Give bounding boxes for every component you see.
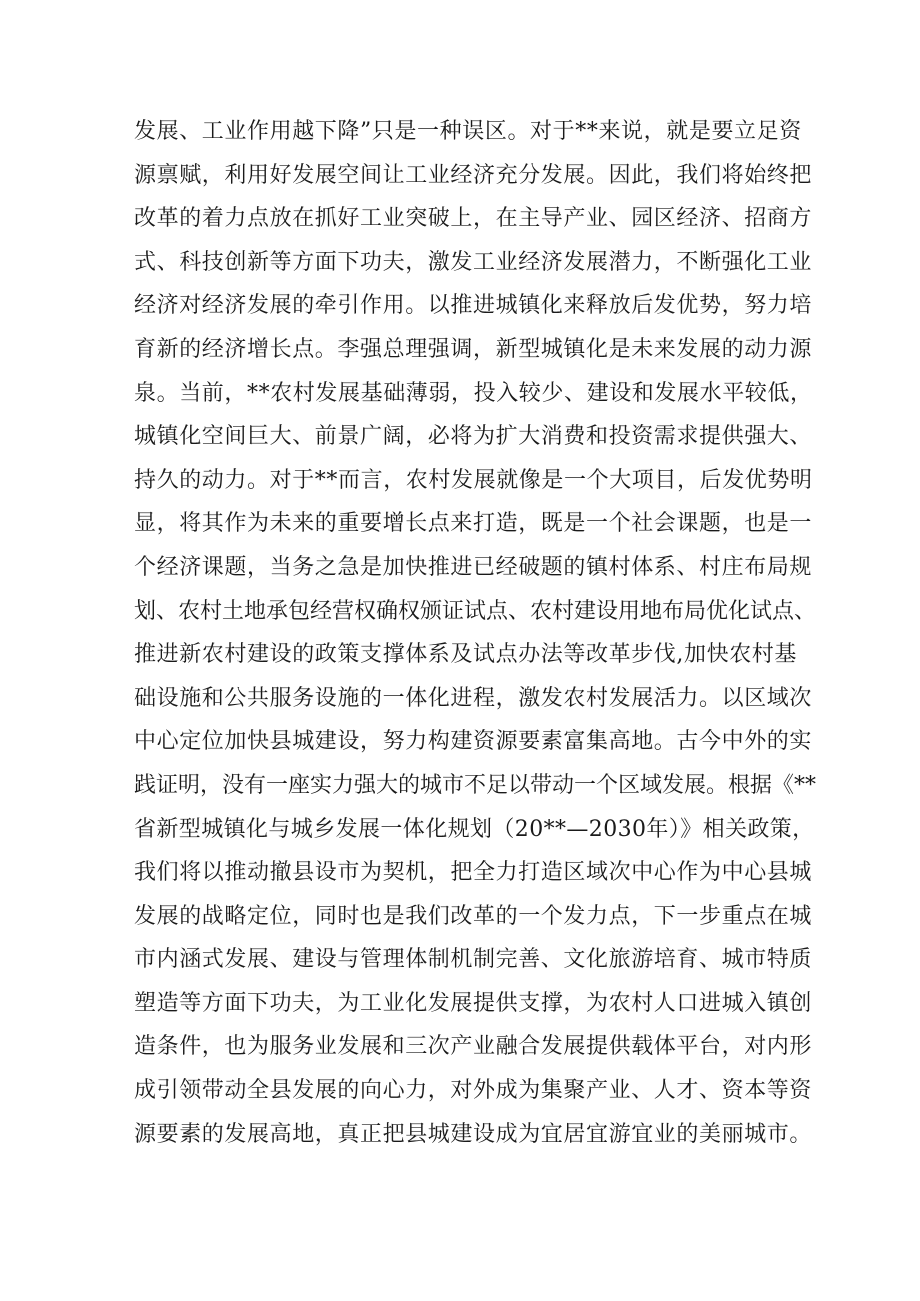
text-line: 划、农村土地承包经营权确权颁证试点、农村建设用地布局优化试点、 — [134, 598, 817, 624]
text-line: 显，将其作为未来的重要增长点来打造，既是一个社会课题，也是一 — [134, 511, 813, 537]
text-line: 泉。当前，**农村发展基础薄弱，投入较少、建设和发展水平较低， — [134, 380, 813, 406]
text-line: 育新的经济增长点。李强总理强调，新型城镇化是未来发展的动力源 — [134, 336, 813, 362]
text-line: 推进新农村建设的政策支撑体系及试点办法等改革步伐,加快农村基 — [134, 642, 797, 668]
text-line: 个经济课题，当务之急是加快推进已经破题的镇村体系、村庄布局规 — [134, 554, 813, 580]
text-line: 我们将以推动撤县设市为契机，把全力打造区域次中心作为中心县城 — [134, 860, 813, 886]
text-line: 践证明，没有一座实力强大的城市不足以带动一个区域发展。根据《** — [134, 772, 817, 798]
text-line: 改革的着力点放在抓好工业突破上，在主导产业、园区经济、招商方 — [134, 206, 813, 232]
text-line: 造条件，也为服务业发展和三次产业融合发展提供载体平台，对内形 — [134, 1034, 813, 1060]
text-line: 塑造等方面下功夫，为工业化发展提供支撑，为农村人口进城入镇创 — [134, 990, 813, 1016]
text-line: 市内涵式发展、建设与管理体制机制完善、文化旅游培育、城市特质 — [134, 947, 813, 973]
text-line: 发展的战略定位，同时也是我们改革的一个发力点，下一步重点在城 — [134, 903, 813, 929]
text-line: 源禀赋，利用好发展空间让工业经济充分发展。因此，我们将始终把 — [134, 162, 813, 188]
text-line: 式、科技创新等方面下功夫，激发工业经济发展潜力，不断强化工业 — [134, 249, 813, 275]
text-line: 城镇化空间巨大、前景广阔，必将为扩大消费和投资需求提供强大、 — [134, 424, 813, 450]
body-text — [134, 110, 817, 1156]
text-line: 成引领带动全县发展的向心力，对外成为集聚产业、人才、资本等资 — [134, 1078, 813, 1104]
text-line: 经济对经济发展的牵引作用。以推进城镇化来释放后发优势，努力培 — [134, 293, 813, 319]
text-line: 础设施和公共服务设施的一体化进程，激发农村发展活力。以区域次 — [134, 685, 813, 711]
text-line: 省新型城镇化与城乡发展一体化规划（20**—2030年）》相关政策， — [134, 816, 815, 842]
text-line: 源要素的发展高地，真正把县城建设成为宜居宜游宜业的美丽城市。 — [134, 1121, 813, 1147]
text-line: 发展、工业作用越下降”只是一种误区。对于**来说，就是要立足资 — [134, 119, 802, 144]
text-line: 中心定位加快县城建设，努力构建资源要素富集高地。古今中外的实 — [134, 729, 813, 755]
text-line: 持久的动力。对于**而言，农村发展就像是一个大项目，后发优势明 — [134, 467, 813, 493]
